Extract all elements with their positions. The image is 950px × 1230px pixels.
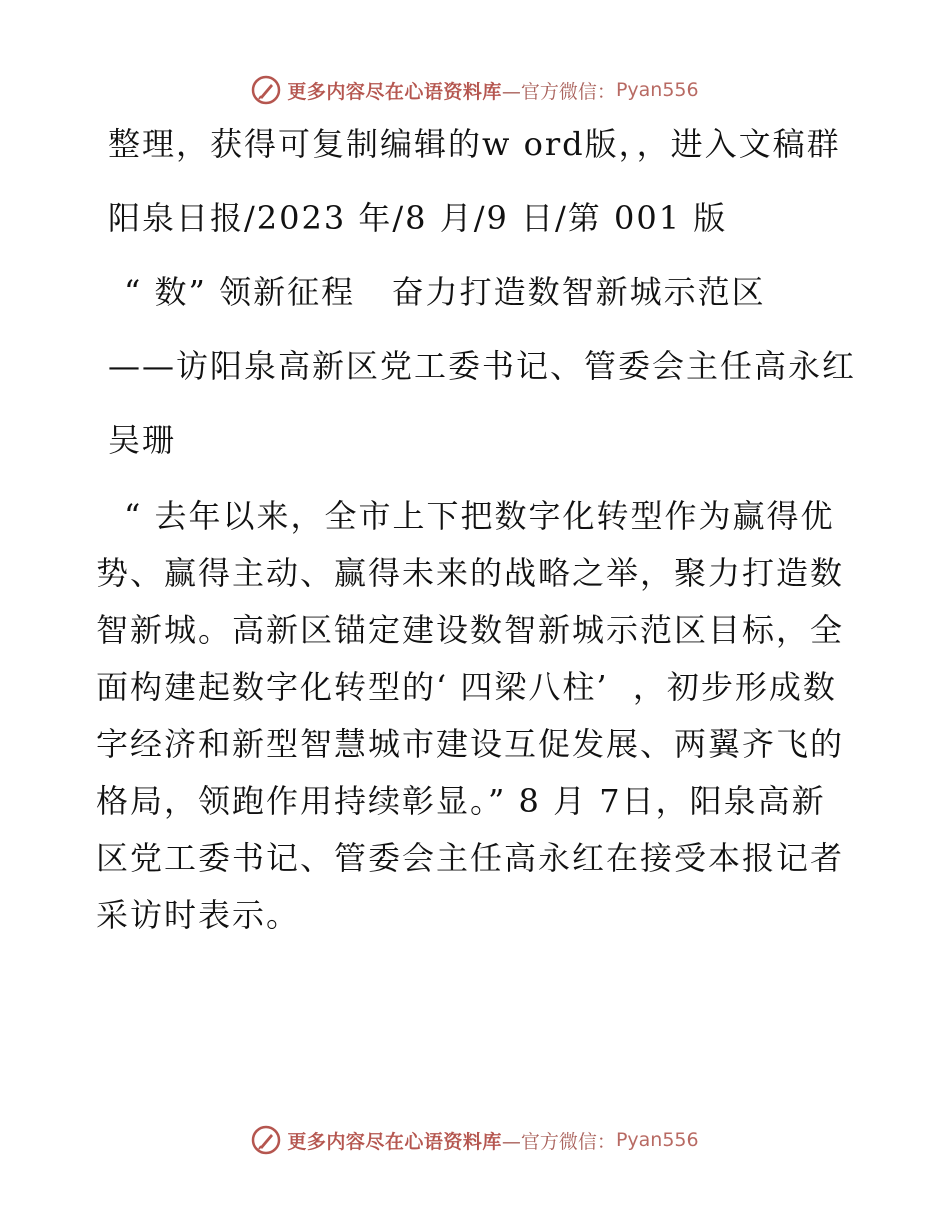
watermark-main-text: 更多内容尽在心语资料库: [287, 1130, 502, 1153]
document-body: [96, 118, 856, 944]
watermark-footer: [0, 1122, 950, 1158]
body-paragraph: “ 去年以来，全市上下把数字化转型作为赢得优势、赢得主动、赢得未来的战略之举，聚力打造数智新城。高新区锚定建设数智新城示范区目标，全面构建起数字化转型的‘ 四梁八柱’ ，初步形成数字经济和新型智慧城市建设互促发展、两翼齐飞的格局，领跑作用持续彰显。” 8 月 7日，阳泉高新区党工委书记、管委会主任高永红在接受本报记者采访时表示。: [96, 497, 845, 934]
watermark-main-text: 更多内容尽在心语资料库: [287, 80, 502, 103]
watermark-wechat-id: Pyan556: [615, 79, 699, 101]
watermark-sub-text: —官方微信：: [501, 1130, 616, 1153]
watermark-wechat-id: Pyan556: [615, 1129, 699, 1151]
source-line: 阳泉日报/2023 年/8 月/9 日/第 001 版: [108, 199, 728, 237]
quill-logo-icon: [251, 1125, 281, 1155]
intro-paragraph: 整理，获得可复制编辑的w ord版，，进入文稿群: [108, 125, 841, 163]
quill-logo-icon: [251, 75, 281, 105]
watermark-header: [0, 72, 950, 108]
author-name: 吴珊: [108, 421, 177, 459]
article-headline: “ 数” 领新征程 奋力打造数智新城示范区: [124, 273, 766, 311]
watermark-sub-text: —官方微信：: [501, 80, 616, 103]
article-subheadline: ——访阳泉高新区党工委书记、管委会主任高永红: [108, 347, 857, 385]
